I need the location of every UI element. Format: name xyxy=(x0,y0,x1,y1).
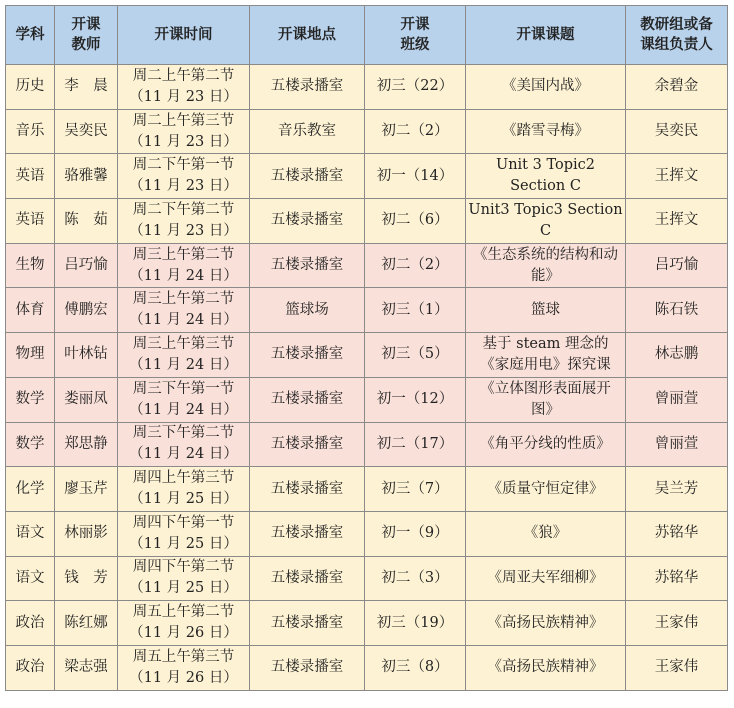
cell-class: 初三（22） xyxy=(365,65,466,110)
header-subject: 学科 xyxy=(6,6,55,65)
cell-place: 五楼录播室 xyxy=(250,511,365,556)
cell-place: 音乐教室 xyxy=(250,109,365,154)
cell-subject: 数学 xyxy=(6,422,55,467)
cell-topic: 《高扬民族精神》 xyxy=(466,645,626,690)
cell-teacher: 傅鹏宏 xyxy=(55,288,118,333)
cell-class: 初三（7） xyxy=(365,467,466,512)
cell-topic: 《周亚夫军细柳》 xyxy=(466,556,626,601)
cell-leader: 曾丽萱 xyxy=(626,422,728,467)
cell-leader: 王挥文 xyxy=(626,199,728,244)
cell-place: 五楼录播室 xyxy=(250,645,365,690)
cell-teacher: 吕巧愉 xyxy=(55,243,118,288)
cell-leader: 王家伟 xyxy=(626,645,728,690)
header-place: 开课地点 xyxy=(250,6,365,65)
cell-subject: 数学 xyxy=(6,377,55,422)
cell-leader: 吴奕民 xyxy=(626,109,728,154)
cell-teacher: 李 晨 xyxy=(55,65,118,110)
table-row xyxy=(6,467,728,512)
cell-time: 周二下午第一节 （11 月 23 日） xyxy=(118,154,250,199)
table-row xyxy=(6,556,728,601)
cell-time: 周四下午第一节 （11 月 25 日） xyxy=(118,511,250,556)
cell-class: 初三（8） xyxy=(365,645,466,690)
cell-teacher: 郑思静 xyxy=(55,422,118,467)
cell-class: 初一（12） xyxy=(365,377,466,422)
cell-time: 周四上午第三节 （11 月 25 日） xyxy=(118,467,250,512)
cell-topic: 《高扬民族精神》 xyxy=(466,601,626,646)
cell-time: 周四下午第二节 （11 月 25 日） xyxy=(118,556,250,601)
cell-class: 初三（5） xyxy=(365,333,466,378)
cell-topic: 《角平分线的性质》 xyxy=(466,422,626,467)
cell-time: 周三上午第二节 （11 月 24 日） xyxy=(118,288,250,333)
cell-subject: 历史 xyxy=(6,65,55,110)
cell-time: 周五上午第二节 （11 月 26 日） xyxy=(118,601,250,646)
table-row xyxy=(6,65,728,110)
cell-teacher: 梁志强 xyxy=(55,645,118,690)
cell-time: 周三下午第一节 （11 月 24 日） xyxy=(118,377,250,422)
cell-topic: 基于 steam 理念的 《家庭用电》探究课 xyxy=(466,333,626,378)
cell-teacher: 吴奕民 xyxy=(55,109,118,154)
cell-leader: 王挥文 xyxy=(626,154,728,199)
cell-place: 五楼录播室 xyxy=(250,467,365,512)
cell-topic: Unit3 Topic3 Section C xyxy=(466,199,626,244)
cell-topic: 《立体图形表面展开 图》 xyxy=(466,377,626,422)
cell-place: 五楼录播室 xyxy=(250,601,365,646)
table-row xyxy=(6,333,728,378)
table-row xyxy=(6,154,728,199)
cell-time: 周三上午第三节 （11 月 24 日） xyxy=(118,333,250,378)
cell-teacher: 廖玉芹 xyxy=(55,467,118,512)
header-class: 开课 班级 xyxy=(365,6,466,65)
cell-subject: 政治 xyxy=(6,645,55,690)
cell-subject: 政治 xyxy=(6,601,55,646)
cell-class: 初二（17） xyxy=(365,422,466,467)
table-row xyxy=(6,511,728,556)
cell-place: 五楼录播室 xyxy=(250,422,365,467)
cell-topic: 《美国内战》 xyxy=(466,65,626,110)
table-row xyxy=(6,422,728,467)
cell-time: 周五上午第三节 （11 月 26 日） xyxy=(118,645,250,690)
cell-class: 初三（1） xyxy=(365,288,466,333)
cell-subject: 音乐 xyxy=(6,109,55,154)
cell-time: 周二上午第二节 （11 月 23 日） xyxy=(118,65,250,110)
table-body xyxy=(6,65,728,691)
cell-time: 周二上午第三节 （11 月 23 日） xyxy=(118,109,250,154)
cell-class: 初二（2） xyxy=(365,243,466,288)
cell-place: 篮球场 xyxy=(250,288,365,333)
cell-leader: 苏铭华 xyxy=(626,511,728,556)
cell-subject: 英语 xyxy=(6,154,55,199)
cell-topic: 篮球 xyxy=(466,288,626,333)
cell-place: 五楼录播室 xyxy=(250,556,365,601)
cell-topic: Unit 3 Topic2 Section C xyxy=(466,154,626,199)
cell-topic: 《狼》 xyxy=(466,511,626,556)
cell-leader: 吕巧愉 xyxy=(626,243,728,288)
cell-class: 初一（9） xyxy=(365,511,466,556)
cell-subject: 语文 xyxy=(6,511,55,556)
cell-leader: 王家伟 xyxy=(626,601,728,646)
cell-class: 初二（3） xyxy=(365,556,466,601)
cell-leader: 曾丽萱 xyxy=(626,377,728,422)
cell-teacher: 陈 茹 xyxy=(55,199,118,244)
cell-place: 五楼录播室 xyxy=(250,154,365,199)
cell-leader: 林志鹏 xyxy=(626,333,728,378)
header-time: 开课时间 xyxy=(118,6,250,65)
cell-teacher: 陈红娜 xyxy=(55,601,118,646)
cell-class: 初一（14） xyxy=(365,154,466,199)
cell-topic: 《生态系统的结构和动 能》 xyxy=(466,243,626,288)
cell-topic: 《踏雪寻梅》 xyxy=(466,109,626,154)
cell-teacher: 钱 芳 xyxy=(55,556,118,601)
cell-class: 初二（6） xyxy=(365,199,466,244)
cell-leader: 吴兰芳 xyxy=(626,467,728,512)
header-topic: 开课课题 xyxy=(466,6,626,65)
header-teacher: 开课 教师 xyxy=(55,6,118,65)
cell-subject: 生物 xyxy=(6,243,55,288)
header-row xyxy=(6,6,728,65)
header-leader: 教研组或备 课组负责人 xyxy=(626,6,728,65)
cell-time: 周二下午第二节 （11 月 23 日） xyxy=(118,199,250,244)
cell-place: 五楼录播室 xyxy=(250,65,365,110)
cell-place: 五楼录播室 xyxy=(250,377,365,422)
cell-leader: 余碧金 xyxy=(626,65,728,110)
cell-subject: 语文 xyxy=(6,556,55,601)
cell-leader: 陈石铁 xyxy=(626,288,728,333)
table-row xyxy=(6,601,728,646)
table-row xyxy=(6,377,728,422)
table-row xyxy=(6,109,728,154)
cell-topic: 《质量守恒定律》 xyxy=(466,467,626,512)
cell-subject: 物理 xyxy=(6,333,55,378)
cell-time: 周三下午第二节 （11 月 24 日） xyxy=(118,422,250,467)
cell-teacher: 林丽影 xyxy=(55,511,118,556)
cell-class: 初二（2） xyxy=(365,109,466,154)
table-row xyxy=(6,199,728,244)
table-row xyxy=(6,243,728,288)
cell-subject: 化学 xyxy=(6,467,55,512)
cell-subject: 体育 xyxy=(6,288,55,333)
cell-teacher: 骆雅馨 xyxy=(55,154,118,199)
cell-teacher: 娄丽凤 xyxy=(55,377,118,422)
schedule-table xyxy=(5,5,728,691)
cell-teacher: 叶林钻 xyxy=(55,333,118,378)
cell-place: 五楼录播室 xyxy=(250,199,365,244)
cell-place: 五楼录播室 xyxy=(250,333,365,378)
cell-subject: 英语 xyxy=(6,199,55,244)
table-row xyxy=(6,645,728,690)
cell-time: 周三上午第二节 （11 月 24 日） xyxy=(118,243,250,288)
cell-leader: 苏铭华 xyxy=(626,556,728,601)
table-row xyxy=(6,288,728,333)
cell-class: 初三（19） xyxy=(365,601,466,646)
cell-place: 五楼录播室 xyxy=(250,243,365,288)
